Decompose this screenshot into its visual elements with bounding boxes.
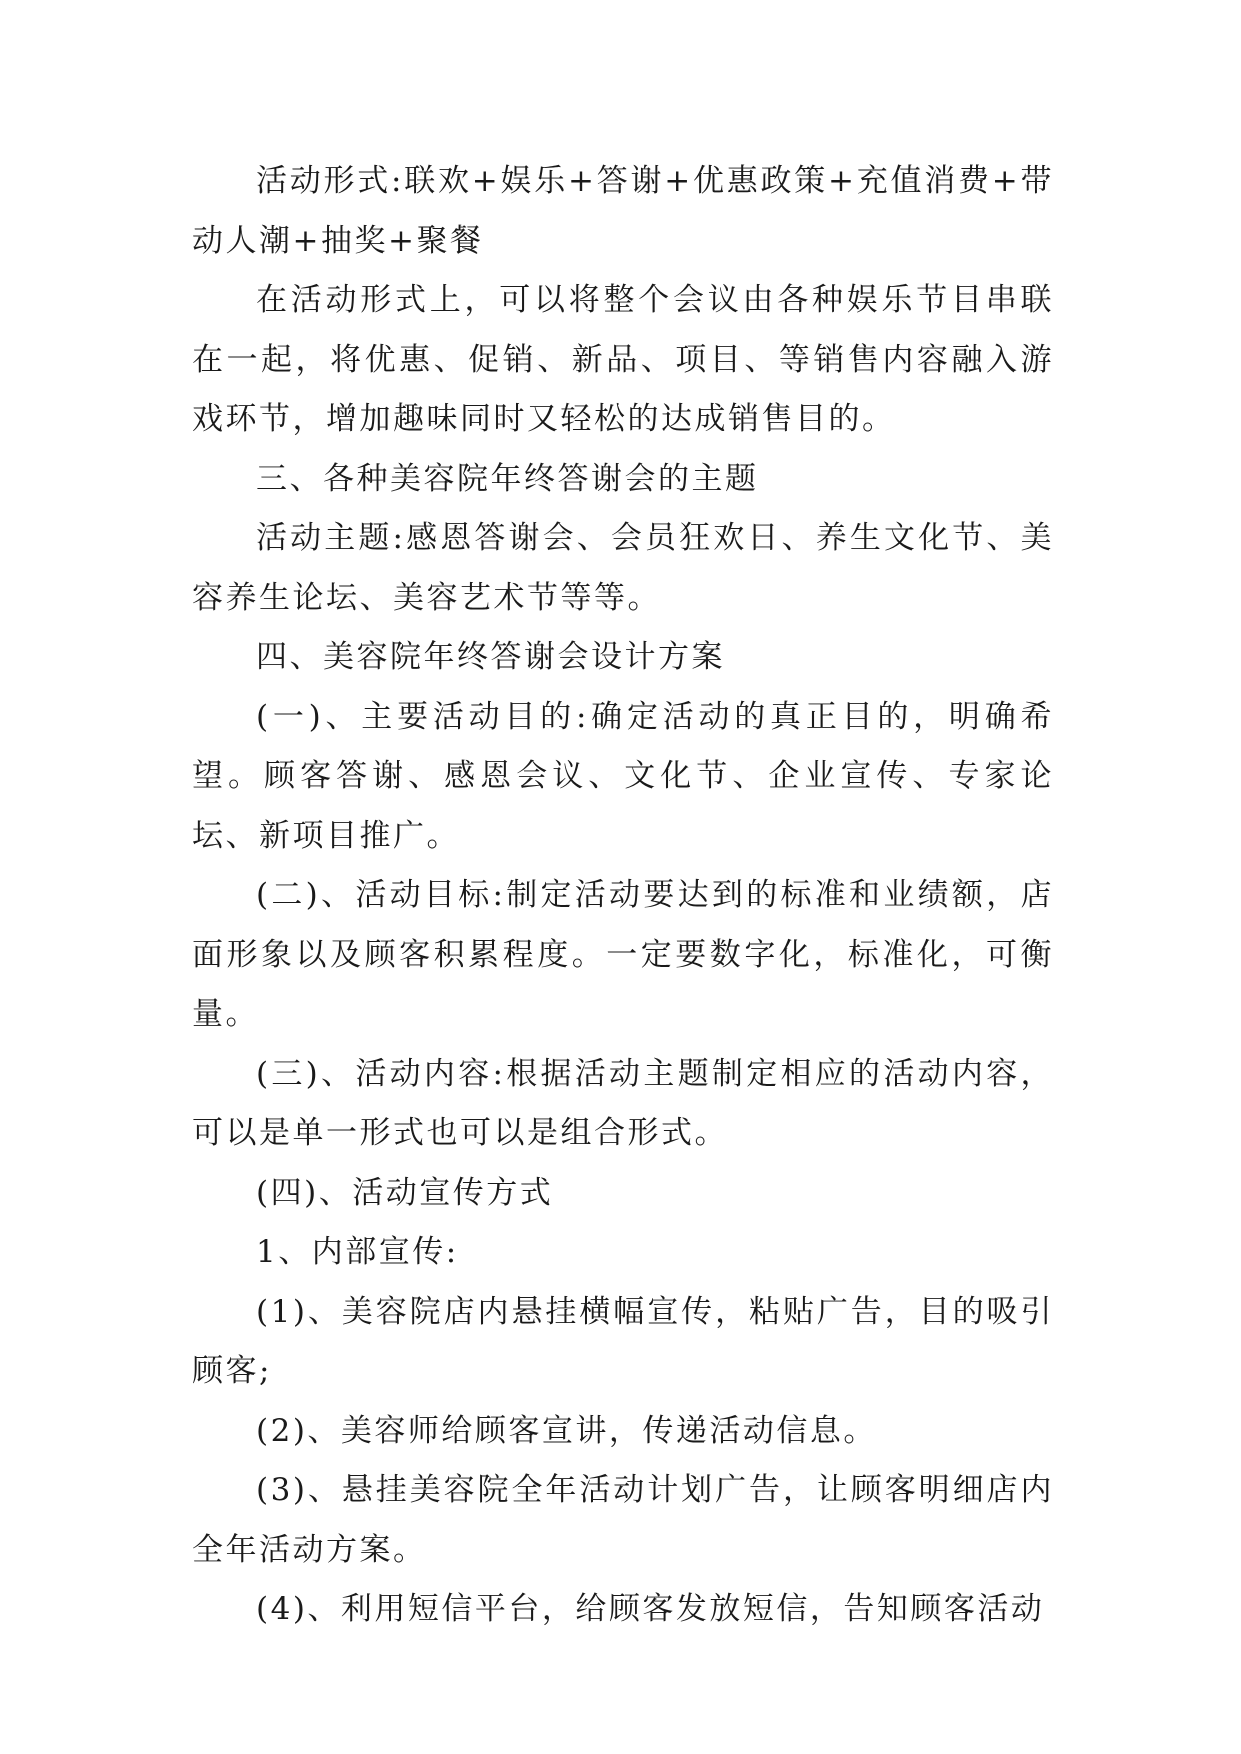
heading-section-four: 四、美容院年终答谢会设计方案 [256, 639, 725, 675]
document-body [192, 152, 1054, 1640]
heading-promotion: (四)、活动宣传方式 [256, 1174, 554, 1211]
list-item-2: (2)、美容师给顾客宣讲，传递活动信息。 [256, 1412, 877, 1449]
list-item-1: (1)、美容院店内悬挂横幅宣传，粘贴广告，目的吸引顾客; [192, 1293, 1054, 1389]
paragraph-form-description: 在活动形式上，可以将整个会议由各种娱乐节目串联在一起，将优惠、促销、新品、项目、等销售内容融入游戏环节，增加趣味同时又轻松的达成销售目的。 [192, 282, 1054, 437]
paragraph-goal: (二)、活动目标:制定活动要达到的标准和业绩额，店面形象以及顾客积累程度。一定要数字化，标准化，可衡量。 [192, 877, 1054, 1032]
heading-section-three: 三、各种美容院年终答谢会的主题 [256, 460, 759, 497]
paragraph-activity-theme: 活动主题:感恩答谢会、会员狂欢日、养生文化节、美容养生论坛、美容艺术节等等。 [192, 520, 1054, 616]
heading-internal-promotion: 1、内部宣传: [256, 1234, 459, 1270]
list-item-4: (4)、利用短信平台，给顾客发放短信，告知顾客活动 [256, 1591, 1045, 1627]
paragraph-purpose: (一)、主要活动目的:确定活动的真正目的，明确希望。顾客答谢、感恩会议、文化节、企业宣传、专家论坛、新项目推广。 [192, 698, 1054, 854]
paragraph-content: (三)、活动内容:根据活动主题制定相应的活动内容，可以是单一形式也可以是组合形式。 [192, 1055, 1054, 1151]
paragraph-activity-form: 活动形式:联欢+娱乐+答谢+优惠政策+充值消费+带动人潮+抽奖+聚餐 [192, 163, 1054, 259]
list-item-3: (3)、悬挂美容院全年活动计划广告，让顾客明细店内全年活动方案。 [192, 1472, 1054, 1568]
